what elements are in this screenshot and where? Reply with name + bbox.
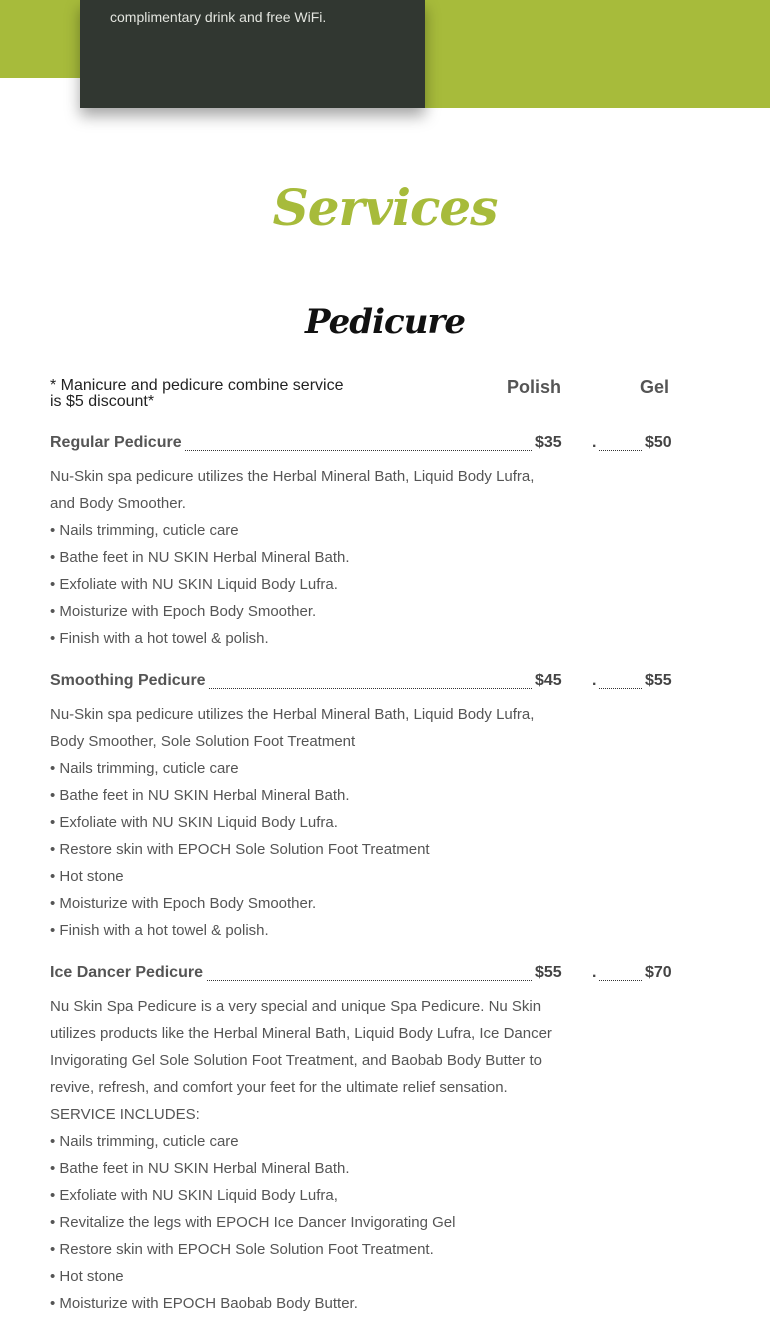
gel-price: $55 xyxy=(645,672,672,689)
service-price-row xyxy=(50,964,680,986)
combo-discount-note: * Manicure and pedicure combine service is $5 discount* xyxy=(50,377,344,410)
description-line: • Exfoliate with NU SKIN Liquid Body Lufra. xyxy=(50,814,338,831)
service-ice-dancer-pedicure xyxy=(50,964,680,1317)
description-line: • Finish with a hot towel & polish. xyxy=(50,630,269,647)
pedicure-heading: Pedicure xyxy=(305,302,465,342)
intro-text: complimentary drink and free WiFi. xyxy=(110,9,327,25)
service-name: Ice Dancer Pedicure xyxy=(50,964,206,982)
description-line: • Moisturize with Epoch Body Smoother. xyxy=(50,603,317,620)
description-line: • Finish with a hot towel & polish. xyxy=(50,922,269,939)
description-line: • Bathe feet in NU SKIN Herbal Mineral Bath. xyxy=(50,787,350,804)
services-heading: Services xyxy=(272,178,498,237)
service-smoothing-pedicure xyxy=(50,672,680,944)
polish-price: $55 xyxy=(535,964,562,981)
gel-price: $70 xyxy=(645,964,672,981)
description-line: Nu Skin Spa Pedicure is a very special and unique Spa Pedicure. Nu Skin utilizes products like the Herbal Mineral Bath, Liquid Body Lufra, Ice Dancer Invigorating Gel Sole Solution Foot Treatment, and Baobab Body Butter to revive, refresh, and comfort your feet for the ultimate relief sensation. xyxy=(50,998,552,1096)
polish-price: $45 xyxy=(535,672,562,689)
service-price-row xyxy=(50,672,680,694)
dot-leader xyxy=(599,688,642,689)
description-line: • Nails trimming, cuticle care xyxy=(50,760,239,777)
description-line: • Bathe feet in NU SKIN Herbal Mineral Bath. xyxy=(50,1160,350,1177)
description-line: • Bathe feet in NU SKIN Herbal Mineral Bath. xyxy=(50,549,350,566)
service-name: Regular Pedicure xyxy=(50,434,185,452)
service-description xyxy=(50,993,565,1317)
description-line: • Moisturize with Epoch Body Smoother. xyxy=(50,895,317,912)
description-line: • Revitalize the legs with EPOCH Ice Dancer Invigorating Gel xyxy=(50,1214,456,1231)
description-line: • Nails trimming, cuticle care xyxy=(50,1133,239,1150)
header-green-band-extension xyxy=(425,78,770,108)
service-price-row xyxy=(50,434,680,456)
polish-price: $35 xyxy=(535,434,562,451)
gel-price: $50 xyxy=(645,434,672,451)
description-line: • Hot stone xyxy=(50,868,124,885)
description-line: SERVICE INCLUDES: xyxy=(50,1106,200,1123)
service-name: Smoothing Pedicure xyxy=(50,672,209,690)
description-line: • Moisturize with EPOCH Baobab Body Butter. xyxy=(50,1295,358,1312)
description-line: Nu-Skin spa pedicure utilizes the Herbal Mineral Bath, Liquid Body Lufra, and Body Smoother. xyxy=(50,468,535,512)
description-line: • Restore skin with EPOCH Sole Solution Foot Treatment. xyxy=(50,1241,434,1258)
service-regular-pedicure xyxy=(50,434,680,652)
price-separator: . xyxy=(592,434,597,451)
description-line: • Nails trimming, cuticle care xyxy=(50,522,239,539)
description-line: • Restore skin with EPOCH Sole Solution Foot Treatment xyxy=(50,841,430,858)
gel-column-header: Gel xyxy=(640,377,670,397)
intro-card xyxy=(80,0,425,108)
dot-leader xyxy=(599,980,642,981)
price-separator: . xyxy=(592,672,597,689)
description-line: • Hot stone xyxy=(50,1268,124,1285)
dot-leader xyxy=(599,450,642,451)
description-line: Nu-Skin spa pedicure utilizes the Herbal Mineral Bath, Liquid Body Lufra, Body Smoother, Sole Solution Foot Treatment xyxy=(50,706,535,750)
description-line: • Exfoliate with NU SKIN Liquid Body Lufra. xyxy=(50,576,338,593)
service-description xyxy=(50,701,560,944)
description-line: • Exfoliate with NU SKIN Liquid Body Lufra, xyxy=(50,1187,338,1204)
service-description xyxy=(50,463,560,652)
polish-column-header: Polish xyxy=(507,377,562,397)
price-separator: . xyxy=(592,964,597,981)
